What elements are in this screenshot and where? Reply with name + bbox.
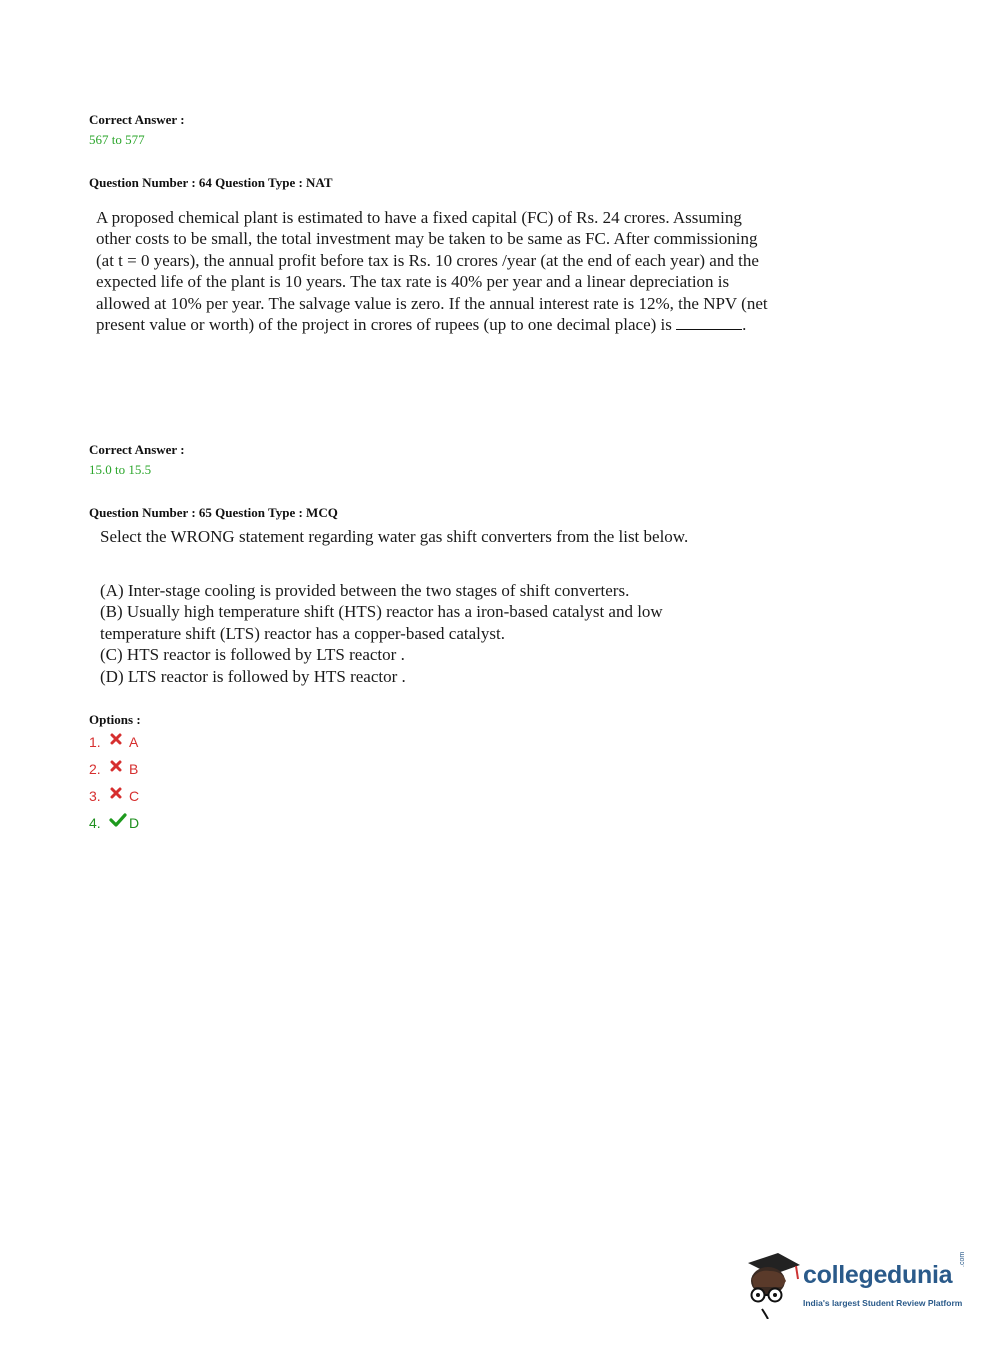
q64-correct-answer-label: Correct Answer :: [89, 442, 185, 457]
q64-correct-answer-value: 15.0 to 15.5: [89, 462, 152, 477]
blank-suffix: .: [742, 315, 747, 335]
cross-icon: [109, 786, 125, 800]
option-number: 2.: [89, 761, 101, 777]
collegedunia-logo[interactable]: [742, 1249, 972, 1319]
option-1[interactable]: [89, 734, 138, 750]
check-icon: [109, 813, 125, 827]
option-3[interactable]: [89, 788, 139, 804]
q65-question: Select the WRONG statement regarding water gas shift converters from the list below.: [100, 527, 689, 546]
q65-header: Question Number : 65 Question Type : MCQ: [89, 505, 338, 520]
logo-wordmark: collegedunia: [803, 1261, 953, 1289]
statement: (A) Inter-stage cooling is provided between the two stages of shift converters.: [100, 581, 630, 600]
statement: (C) HTS reactor is followed by LTS reactor .: [100, 645, 405, 665]
q64-line: allowed at 10% per year. The salvage value is zero. If the annual interest rate is 12%, the NPV (net: [96, 293, 768, 313]
mascot-icon: [742, 1249, 804, 1319]
q63-correct-answer-value: 567 to 577: [89, 132, 145, 147]
q64-line: A proposed chemical plant is estimated to have a fixed capital (FC) of Rs. 24 crores. Assuming: [96, 208, 742, 227]
q64-line: present value or worth) of the project in crores of rupees (up to one decimal place) is: [96, 315, 672, 335]
q64-last-line: [96, 314, 768, 335]
cross-icon: [109, 732, 125, 746]
option-letter: C: [129, 788, 140, 804]
option-4[interactable]: [89, 815, 139, 831]
statement: (B) Usually high temperature shift (HTS) reactor has a iron-based catalyst and low: [100, 602, 663, 622]
option-letter: A: [129, 734, 139, 750]
q65-question-text: [100, 526, 688, 547]
statement: temperature shift (LTS) reactor has a copper-based catalyst.: [100, 623, 505, 643]
options-label: Options :: [89, 712, 141, 727]
cross-icon: [109, 759, 125, 773]
q64-line: (at t = 0 years), the annual profit before tax is Rs. 10 crores /year (at the end of each year) and the: [96, 250, 759, 270]
option-letter: B: [129, 761, 139, 777]
q64-question-text: [96, 207, 768, 335]
option-number: 3.: [89, 788, 101, 804]
q64-header: Question Number : 64 Question Type : NAT: [89, 175, 333, 190]
option-number: 1.: [89, 734, 101, 750]
q64-line: other costs to be small, the total investment may be taken to be same as FC. After commissioning: [96, 229, 758, 249]
logo-tagline: India's largest Student Review Platform: [803, 1298, 963, 1308]
logo-suffix: .com: [959, 1251, 966, 1267]
option-number: 4.: [89, 815, 101, 831]
q65-statements: [100, 580, 663, 687]
option-letter: D: [129, 815, 140, 831]
q64-line: expected life of the plant is 10 years. The tax rate is 40% per year and a linear depreciation is: [96, 272, 730, 292]
statement: (D) LTS reactor is followed by HTS reactor .: [100, 666, 406, 686]
answer-blank: [676, 315, 742, 330]
option-2[interactable]: [89, 761, 138, 777]
q63-correct-answer-label: Correct Answer :: [89, 112, 185, 127]
